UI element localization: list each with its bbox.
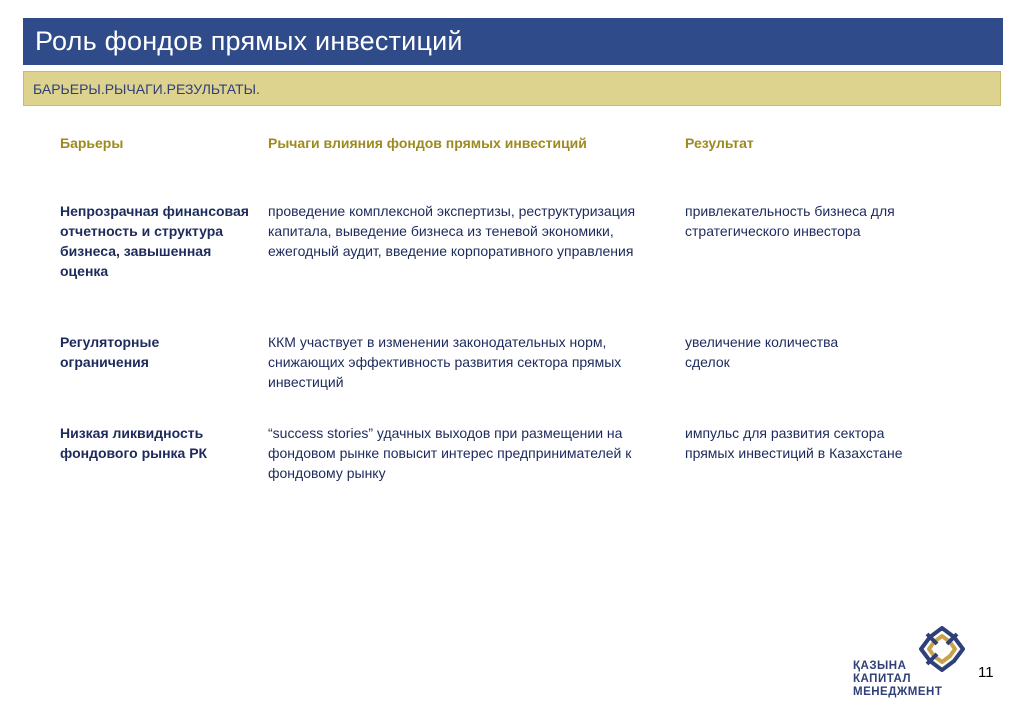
column-header-levers: Рычаги влияния фондов прямых инвестиций (268, 135, 587, 151)
slide-title: Роль фондов прямых инвестиций (35, 26, 463, 56)
lever-cell: проведение комплексной экспертизы, реструктуризация капитала, выведение бизнеса из теневой экономики, ежегодный аудит, введение корпоративного управления (268, 203, 636, 259)
result-cell: привлекательность бизнеса для стратегического инвестора (685, 203, 895, 239)
column-header-barriers: Барьеры (60, 135, 124, 151)
barrier-cell: Регуляторные ограничения (60, 334, 160, 370)
barrier-cell: Низкая ликвидность фондового рынка РК (60, 425, 208, 461)
page-number: 11 (978, 664, 994, 681)
subtitle-bar (23, 71, 1001, 106)
result-cell: увеличение количества сделок (685, 334, 839, 370)
column-header-result: Результат (685, 135, 754, 151)
kazyna-capital-management-logo (853, 622, 973, 712)
slide-subtitle: БАРЬЕРЫ.РЫЧАГИ.РЕЗУЛЬТАТЫ. (33, 80, 260, 97)
barrier-cell: Непрозрачная финансовая отчетность и структура бизнеса, завышенная оценка (60, 203, 249, 279)
title-bar (23, 18, 1003, 65)
logo-text: ҚАЗЫНА КАПИТАЛ МЕНЕДЖМЕНТ (853, 660, 943, 698)
result-cell: импульс для развития сектора прямых инвестиций в Казахстане (685, 425, 903, 461)
lever-cell: ККМ участвует в изменении законодательных норм, снижающих эффективность развития сектора прямых инвестиций (268, 334, 622, 390)
lever-cell: “success stories” удачных выходов при размещении на фондовом рынке повысит интерес предпринимателей к фондовому рынку (268, 425, 632, 481)
